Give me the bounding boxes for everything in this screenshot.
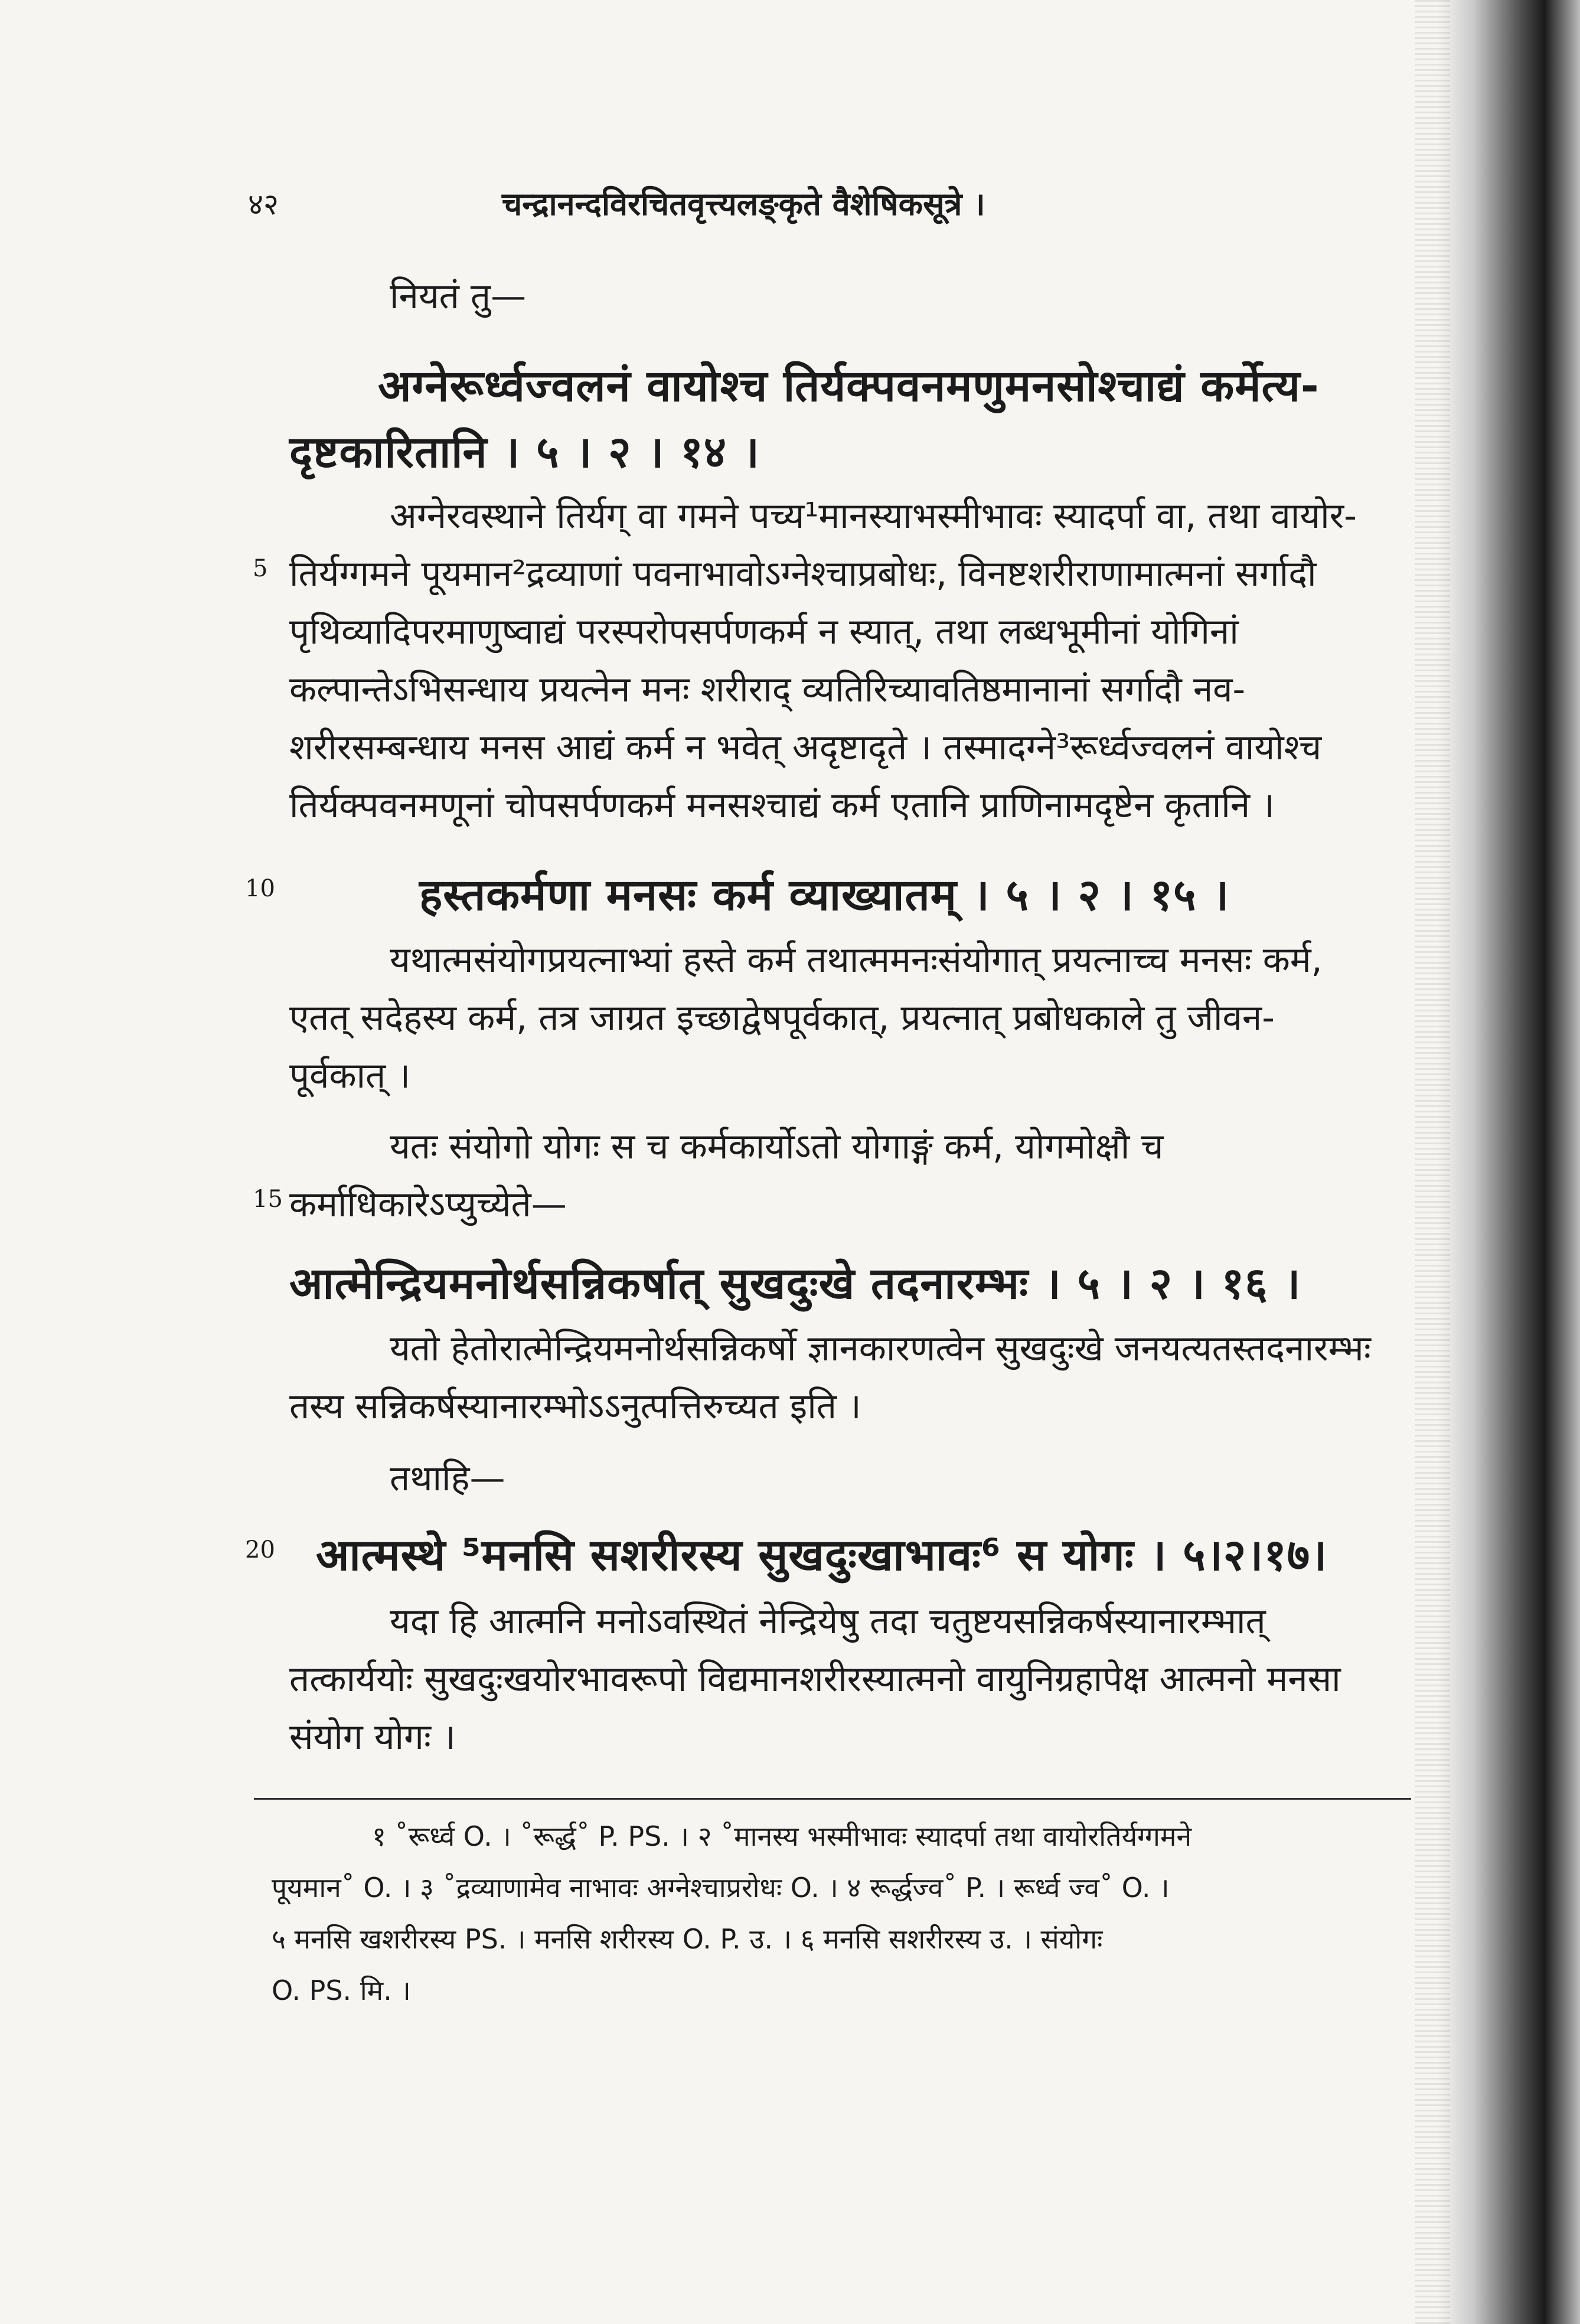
sutra-line: दृष्टकारितानि । ५ । २ । १४ ।	[289, 427, 760, 478]
footnote-line: १ ˚रूर्ध्व O. । ˚रूर्द्ध˚ P. PS. । २ ˚मानस्य भस्मीभावः स्यादर्पा तथा वायोरतिर्यग्गमने	[372, 1820, 1191, 1852]
text-line: कल्पान्तेऽभिसन्धाय प्रयत्नेन मनः शरीराद् व्यतिरिच्यावतिष्ठमानानां सर्गादौ नव-	[289, 669, 1246, 710]
running-title: चन्द्रानन्दविरचितवृत्त्यलङ्कृते वैशेषिकसूत्रे ।	[502, 185, 985, 223]
footnote-line: O. PS. मि. ।	[272, 1974, 411, 2006]
page-number: ४२	[248, 187, 279, 221]
page-binding-shadow	[1438, 0, 1580, 2324]
text-line: तथाहि—	[390, 1458, 505, 1499]
text-line: एतत् सदेहस्य कर्म, तत्र जाग्रत इच्छाद्वेषपूर्वकात्, प्रयत्नात् प्रबोधकाले तु जीवन-	[289, 997, 1275, 1039]
line-number: 20	[245, 1536, 275, 1564]
sutra-line: हस्तकर्मणा मनसः कर्म व्याख्यातम् । ५ । २ । १५ ।	[419, 870, 1230, 921]
text-line: पृथिव्यादिपरमाणुष्वाद्यं परस्परोपसर्पणकर्म न स्यात्, तथा लब्धभूमीनां योगिनां	[289, 611, 1239, 652]
sutra-line: आत्मस्थे ⁵मनसि सशरीरस्य सुखदुःखाभावः⁶ स योगः । ५।२।१७।	[316, 1530, 1328, 1581]
text-line: अग्नेरवस्थाने तिर्यग् वा गमने पच्य¹मानस्याभस्मीभावः स्यादर्पा वा, तथा वायोर-	[390, 495, 1357, 537]
text-line: पूर्वकात् ।	[289, 1055, 411, 1096]
line-number: 15	[253, 1186, 283, 1213]
sutra-line: अग्नेरूर्ध्वज्वलनं वायोश्च तिर्यक्पवनमणुमनसोश्चाद्यं कर्मेत्य-	[378, 361, 1320, 412]
text-line: कर्माधिकारेऽप्युच्येते—	[289, 1184, 567, 1225]
footnote-line: ५ मनसि खशरीरस्य PS. । मनसि शरीरस्य O. P. उ. । ६ मनसि सशरीरस्य उ. । संयोगः	[272, 1923, 1103, 1955]
sutra-line: आत्मेन्द्रियमनोर्थसन्निकर्षात् सुखदुःखे तदनारम्भः । ५ । २ । १६ ।	[289, 1258, 1301, 1309]
text-line: यतः संयोगो योगः स च कर्मकार्योऽतो योगाङ्गं कर्म, योगमोक्षौ च	[390, 1126, 1164, 1167]
text-line: यथात्मसंयोगप्रयत्नाभ्यां हस्ते कर्म तथात्ममनःसंयोगात् प्रयत्नाच्च मनसः कर्म,	[390, 939, 1323, 981]
scan-noise	[1415, 0, 1450, 2324]
footnote-divider	[254, 1798, 1411, 1800]
line-number: 5	[253, 555, 268, 582]
footnote-line: पूयमान˚ O. । ३ ˚द्रव्याणामेव नाभावः अग्नेश्चाप्ररोधः O. । ४ रूर्द्धज्व˚ P. । रूर्ध्व ज्व˚ O. ।	[272, 1872, 1170, 1904]
text-line: तत्कार्ययोः सुखदुःखयोरभावरूपो विद्यमानशरीरस्यात्मनो वायुनिग्रहापेक्ष आत्मनो मनसा	[289, 1659, 1341, 1700]
text-line: संयोग योगः ।	[289, 1716, 456, 1758]
text-line: शरीरसम्बन्धाय मनस आद्यं कर्म न भवेत् अदृष्टादृते । तस्मादग्ने³रूर्ध्वज्वलनं वायोश्च	[289, 727, 1322, 768]
page-header	[248, 177, 1417, 224]
line-number: 10	[245, 875, 275, 902]
text-line: यदा हि आत्मनि मनोऽवस्थितं नेन्द्रियेषु तदा चतुष्टयसन्निकर्षस्यानारम्भात्	[390, 1601, 1266, 1642]
text-line: तिर्यग्गमने पूयमान²द्रव्याणां पवनाभावोऽग्नेश्चाप्रबोधः, विनष्टशरीराणामात्मनां सर्गादौ	[289, 553, 1317, 595]
text-line: तस्य सन्निकर्षस्यानारम्भोऽऽनुत्पत्तिरुच्यत इति ।	[289, 1386, 861, 1427]
text-line: तिर्यक्पवनमणूनां चोपसर्पणकर्म मनसश्चाद्यं कर्म एतानि प्राणिनामदृष्टेन कृतानि ।	[289, 785, 1275, 826]
text-line: यतो हेतोरात्मेन्द्रियमनोर्थसन्निकर्षो ज्ञानकारणत्वेन सुखदुःखे जनयत्यतस्तदनारम्भः	[390, 1328, 1371, 1369]
text-line: नियतं तु—	[390, 276, 527, 317]
